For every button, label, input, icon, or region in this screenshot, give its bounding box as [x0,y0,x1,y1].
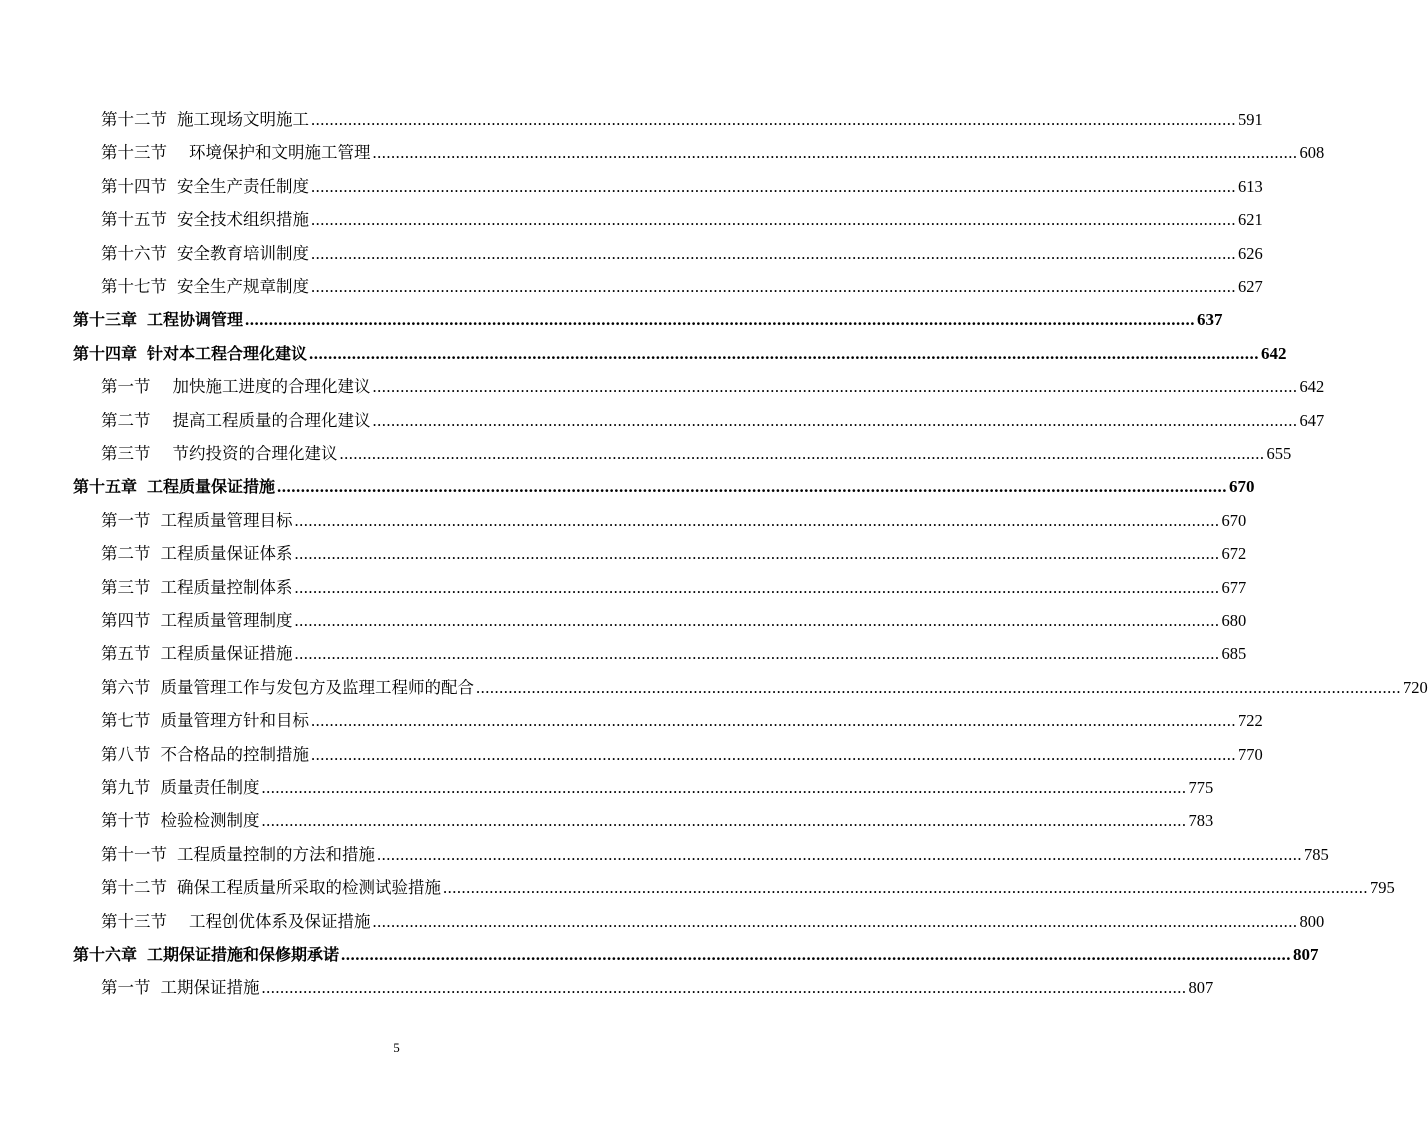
toc-section-entry [101,701,1263,731]
toc-entry-number: 第十节 [101,811,151,831]
toc-entry-page: 722 [1238,711,1263,731]
toc-leader-dots: ........................................................................................................................................................................................................ [372,911,1298,931]
toc-entry-number: 第三节 [101,444,151,463]
toc-chapter-entry [73,467,1255,497]
toc-entry-page: 642 [1299,377,1325,397]
toc-section-entry [101,401,1325,431]
toc-leader-dots: ........................................................................................................................................................................................................ [311,176,1236,196]
toc-entry-number: 第八节 [101,744,151,764]
toc-entry-title: 确保工程质量所采取的检测试验措施 [177,878,441,898]
toc-section-entry [101,601,1247,631]
toc-leader-dots: ........................................................................................................................................................................................................ [476,677,1401,697]
toc-leader-dots: ........................................................................................................................................................................................................ [261,978,1187,998]
toc-entry-number: 第七节 [101,711,151,731]
toc-entry-page: 807 [1293,945,1319,964]
toc-entry-title: 针对本工程合理化建议 [147,343,308,363]
toc-entry-page: 685 [1221,644,1247,664]
toc-entry-label [101,244,309,264]
toc-entry-label [73,945,339,965]
toc-entry-label [101,611,293,631]
toc-entry-number: 第十六节 [101,243,167,263]
toc-entry-number: 第二节 [101,544,151,564]
toc-leader-dots: ........................................................................................................................................................................................................ [311,110,1236,129]
toc-section-entry [101,634,1247,664]
toc-entry-label [101,644,293,664]
toc-section-entry [101,200,1263,230]
toc-section-entry [101,768,1214,798]
toc-entry-title: 安全生产责任制度 [177,176,309,196]
toc-entry-page: 647 [1299,410,1325,430]
toc-entry-page: 591 [1238,110,1263,129]
toc-entry-number: 第十五节 [101,210,167,230]
toc-section-entry [101,267,1263,297]
toc-section-entry [101,434,1292,464]
toc-entry-number: 第一节 [101,978,151,998]
toc-entry-title: 安全教育培训制度 [177,243,309,263]
toc-entry-page: 637 [1197,310,1223,330]
toc-entry-label [73,344,307,364]
toc-leader-dots: ........................................................................................................................................................................................................ [311,210,1236,230]
toc-entry-page: 670 [1229,477,1255,497]
toc-section-entry [101,568,1247,598]
toc-entry-title: 工程质量保证措施 [160,644,293,664]
toc-entry-page: 627 [1238,277,1263,296]
toc-entry-title: 加快施工进度的合理化建议 [172,377,371,397]
toc-entry-label [101,143,371,163]
toc-entry-label [101,177,309,197]
toc-entry-page: 720 [1403,677,1428,697]
toc-leader-dots: ........................................................................................................................................................................................................ [443,878,1368,898]
toc-entry-title: 质量管理工作与发包方及监理工程师的配合 [160,677,474,697]
toc-entry-label [101,811,260,831]
toc-section-entry [101,534,1247,564]
toc-entry-number: 第十四章 [73,343,138,363]
toc-leader-dots: ........................................................................................................................................................................................................ [341,945,1292,964]
toc-entry-number: 第十三节 [101,143,167,163]
toc-entry-page: 670 [1221,510,1247,530]
toc-entry-page: 807 [1188,978,1214,998]
toc-entry-label [101,110,309,130]
toc-entry-label [101,678,474,698]
toc-leader-dots: ........................................................................................................................................................................................................ [277,477,1228,497]
toc-entry-label [101,912,371,932]
toc-entry-number: 第十七节 [101,277,167,296]
toc-entry-number: 第六节 [101,677,151,697]
toc-leader-dots: ........................................................................................................................................................................................................ [294,611,1220,630]
toc-entry-title: 工程质量控制的方法和措施 [177,844,375,864]
toc-entry-title: 安全生产规章制度 [177,277,309,296]
toc-section-entry [101,167,1263,197]
toc-section-entry [101,668,1428,698]
toc-entry-page: 785 [1304,844,1329,864]
toc-entry-label [101,377,371,397]
toc-entry-number: 第十一节 [101,844,167,864]
toc-leader-dots: ........................................................................................................................................................................................................ [372,410,1298,430]
toc-leader-dots: ........................................................................................................................................................................................................ [311,243,1236,263]
toc-leader-dots: ........................................................................................................................................................................................................ [245,310,1196,330]
toc-entry-page: 608 [1299,143,1325,163]
toc-entry-number: 第十三节 [101,911,167,931]
toc-entry-title: 提高工程质量的合理化建议 [172,410,371,430]
toc-entry-label [101,978,260,998]
toc-entry-title: 工程质量管理目标 [160,510,293,530]
toc-entry-page: 621 [1238,210,1263,230]
toc-entry-label [101,711,309,731]
toc-entry-title: 环境保护和文明施工管理 [189,143,371,163]
toc-entry-label [101,544,293,564]
toc-entry-page: 626 [1238,243,1263,263]
toc-leader-dots: ........................................................................................................................................................................................................ [311,277,1236,296]
toc-entry-title: 工程创优体系及保证措施 [189,911,371,931]
toc-leader-dots: ........................................................................................................................................................................................................ [311,744,1236,764]
toc-entry-title: 工程质量控制体系 [160,577,293,597]
toc-entry-number: 第十二节 [101,878,167,898]
toc-leader-dots: ........................................................................................................................................................................................................ [294,510,1220,530]
toc-leader-dots: ........................................................................................................................................................................................................ [309,343,1260,363]
toc-leader-dots: ........................................................................................................................................................................................................ [261,811,1187,831]
toc-leader-dots: ........................................................................................................................................................................................................ [294,644,1220,664]
page-number: 5 [393,1040,400,1055]
toc-entry-number: 第五节 [101,644,151,664]
toc-chapter-entry [73,935,1319,965]
toc-section-entry [101,501,1247,531]
toc-entry-page: 642 [1261,343,1287,363]
toc-entry-page: 672 [1221,544,1247,564]
toc-entry-label [101,411,371,431]
toc-entry-page: 770 [1238,744,1263,764]
toc-entry-page: 680 [1221,611,1247,630]
toc-section-entry [101,902,1325,932]
toc-entry-title: 检验检测制度 [160,811,260,831]
toc-leader-dots: ........................................................................................................................................................................................................ [339,444,1265,463]
toc-entry-label [101,878,441,898]
toc-entry-number: 第十六章 [73,945,138,964]
toc-entry-title: 工程质量保证体系 [160,544,293,564]
toc-entry-page: 775 [1188,778,1214,797]
toc-entry-title: 工程协调管理 [147,310,244,330]
toc-leader-dots: ........................................................................................................................................................................................................ [372,377,1298,397]
toc-leader-dots: ........................................................................................................................................................................................................ [311,711,1236,731]
toc-entry-title: 安全技术组织措施 [177,210,309,230]
toc-entry-title: 质量管理方针和目标 [160,711,309,731]
toc-entry-page: 655 [1266,444,1292,463]
toc-entry-page: 783 [1188,811,1214,831]
toc-entry-title: 工程质量管理制度 [160,611,293,630]
toc-entry-number: 第十三章 [73,310,138,330]
toc-leader-dots: ........................................................................................................................................................................................................ [294,544,1220,564]
toc-entry-number: 第九节 [101,778,151,797]
toc-entry-title: 工程质量保证措施 [147,477,276,497]
toc-entry-title: 节约投资的合理化建议 [172,444,338,463]
toc-section-entry [101,100,1263,130]
toc-entry-number: 第一节 [101,377,151,397]
toc-entry-label [101,210,309,230]
toc-entry-number: 第十二节 [101,110,167,129]
toc-entry-label [101,778,260,798]
toc-leader-dots: ........................................................................................................................................................................................................ [372,143,1298,163]
toc-chapter-entry [73,300,1223,330]
toc-entry-title: 工期保证措施 [160,978,260,998]
toc-entry-label [101,845,375,865]
toc-entry-page: 795 [1370,878,1395,898]
toc-leader-dots: ........................................................................................................................................................................................................ [294,577,1220,597]
toc-section-entry [101,133,1325,163]
toc-section-entry [101,367,1325,397]
toc-entry-title: 不合格品的控制措施 [160,744,309,764]
toc-entry-title: 质量责任制度 [160,778,260,797]
toc-chapter-entry [73,334,1287,364]
toc-entry-number: 第一节 [101,510,151,530]
toc-entry-number: 第二节 [101,410,151,430]
toc-entry-page: 613 [1238,176,1263,196]
toc-entry-number: 第三节 [101,577,151,597]
toc-section-entry [101,801,1214,831]
toc-entry-label [101,277,309,297]
toc-entry-title: 施工现场文明施工 [177,110,309,129]
toc-section-entry [101,968,1214,998]
toc-section-entry [101,835,1329,865]
toc-leader-dots: ........................................................................................................................................................................................................ [261,778,1187,797]
toc-entry-page: 800 [1299,911,1325,931]
toc-entry-label [101,511,293,531]
toc-leader-dots: ........................................................................................................................................................................................................ [377,844,1302,864]
toc-entry-label [101,444,338,464]
toc-section-entry [101,234,1263,264]
toc-entry-title: 工期保证措施和保修期承诺 [147,945,340,964]
toc-entry-number: 第十四节 [101,176,167,196]
toc-entry-label [73,310,243,330]
toc-entry-number: 第十五章 [73,477,138,497]
toc-entry-label [101,578,293,598]
toc-entry-number: 第四节 [101,611,151,630]
toc-entry-label [101,745,309,765]
toc-entry-page: 677 [1221,577,1247,597]
toc-entry-label [73,477,275,497]
toc-section-entry [101,868,1395,898]
toc-section-entry [101,735,1263,765]
